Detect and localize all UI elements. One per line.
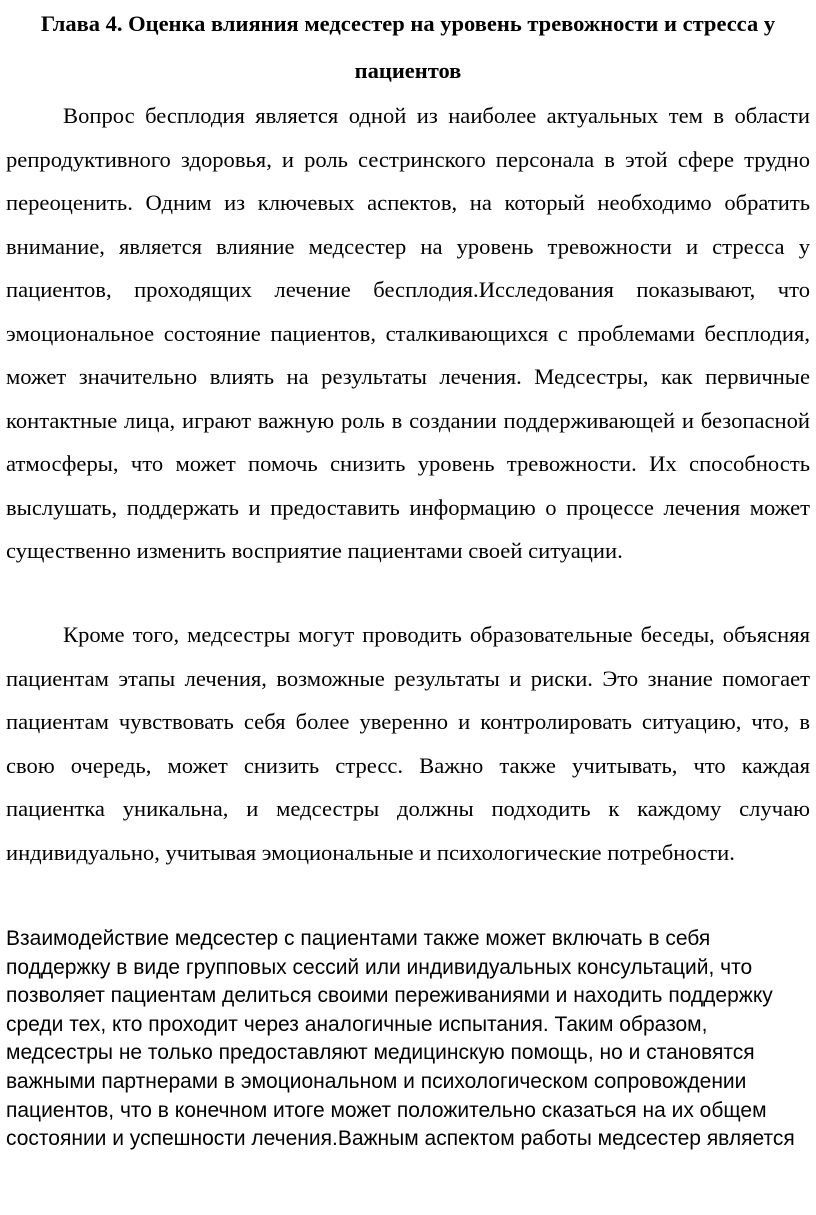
chapter-title: Глава 4. Оценка влияния медсестер на уровень тревожности и стресса у пациентов [40, 11, 776, 83]
body-paragraph-2: Кроме того, медсестры могут проводить образовательные беседы, объясняя пациентам этапы лечения, возможные результаты и риски. Это знание помогает пациентам чувствовать себя более уверенно и контролировать ситуацию, что, в свою очередь, может снизить стресс. Важно также учитывать, что каждая пациентка уникальна, и медсестры должны подходить к каждому случаю индивидуально, учитывая эмоциональные и психологические потребности. [6, 622, 810, 865]
body-paragraph-3: Взаимодействие медсестер с пациентами также может включать в себя поддержку в виде групповых сессий или индивидуальных консультаций, что позволяет пациентам делиться своими переживаниями и находить поддержку среди тех, кто проходит через аналогичные испытания. Таким образом, медсестры не только предоставляют медицинскую помощь, но и становятся важными партнерами в эмоциональном и психологическом сопровождении пациентов, что в конечном итоге может положительно сказаться на их общем состоянии и успешности лечения.Важным аспектом работы медсестер является [6, 927, 795, 1151]
body-paragraph-1: Вопрос бесплодия является одной из наиболее актуальных тем в области репродуктивного здоровья, и роль сестринского персонала в этой сфере трудно переоценить. Одним из ключевых аспектов, на который необходимо обратить внимание, является влияние медсестер на уровень тревожности и стресса у пациентов, проходящих лечение бесплодия.Исследования показывают, что эмоциональное состояние пациентов, сталкивающихся с проблемами бесплодия, может значительно влиять на результаты лечения. Медсестры, как первичные контактные лица, играют важную роль в создании поддерживающей и безопасной атмосферы, что может помочь снизить уровень тревожности. Их способность выслушать, поддержать и предоставить информацию о процессе лечения может существенно изменить восприятие пациентами своей ситуации. [6, 103, 810, 563]
